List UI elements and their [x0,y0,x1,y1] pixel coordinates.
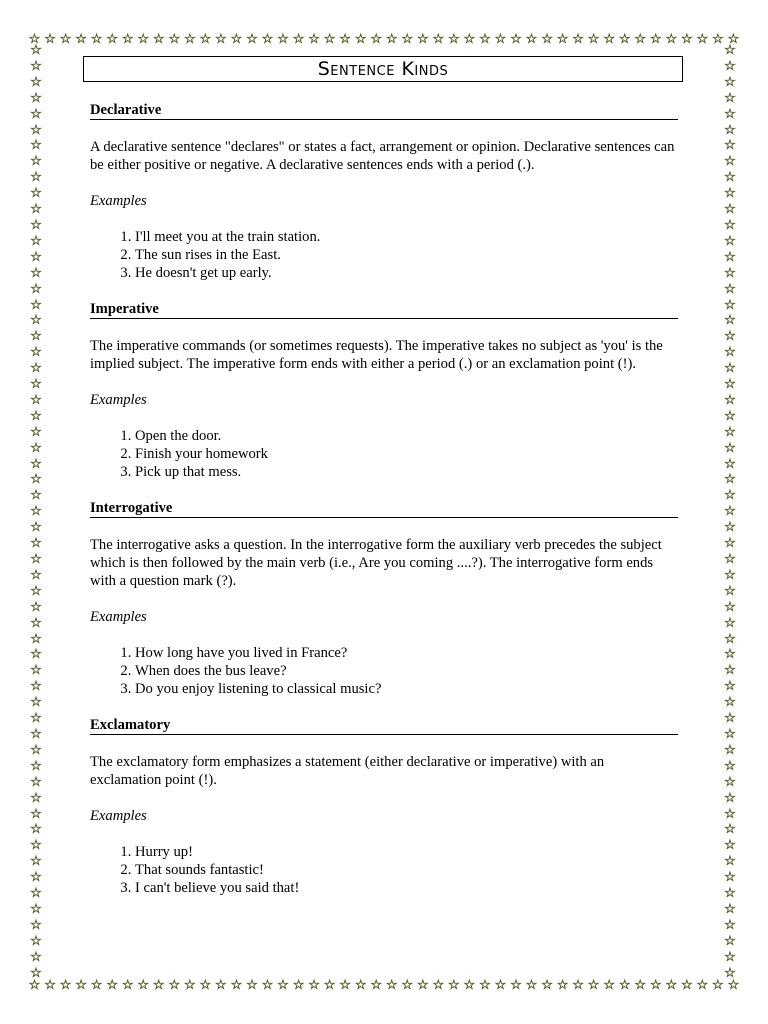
star-icon: ☆ [90,977,103,993]
star-icon: ☆ [385,977,398,993]
star-icon: ☆ [680,31,693,47]
section-heading: Imperative [90,300,678,319]
star-icon: ☆ [448,977,460,993]
star-icon: ☆ [354,977,367,993]
star-icon: ☆ [510,31,522,47]
star-icon: ☆ [510,977,522,993]
star-icon: ☆ [121,977,134,993]
star-icon: ☆ [30,520,42,536]
star-icon: ☆ [724,774,736,790]
star-icon: ☆ [30,806,42,822]
star-icon: ☆ [724,870,736,886]
star-icon: ☆ [618,31,631,47]
title-box [83,56,683,82]
section-heading: Interrogative [90,499,678,518]
star-icon: ☆ [30,43,42,58]
section-interrogative [90,499,678,698]
star-icon: ☆ [541,977,553,993]
star-icon: ☆ [30,774,42,790]
star-icon: ☆ [106,977,118,993]
star-icon: ☆ [724,138,736,154]
star-icon: ☆ [401,31,414,47]
star-icon: ☆ [30,504,42,520]
star-icon: ☆ [724,361,736,377]
star-icon: ☆ [494,31,507,47]
star-icon: ☆ [30,329,42,345]
star-icon: ☆ [30,217,42,233]
star-icon: ☆ [30,90,42,106]
star-icon: ☆ [724,377,736,393]
star-icon: ☆ [665,977,678,993]
star-icon: ☆ [30,122,42,138]
star-icon: ☆ [724,440,736,456]
list-item: 3. Do you enjoy listening to classical music? [135,680,678,698]
star-icon: ☆ [479,977,491,993]
star-icon: ☆ [30,202,42,218]
star-icon: ☆ [724,504,736,520]
star-icon: ☆ [30,790,42,806]
section-heading: Exclamatory [90,716,678,735]
star-icon: ☆ [724,679,736,695]
star-icon: ☆ [30,408,42,424]
star-icon: ☆ [30,583,42,599]
star-icon: ☆ [30,567,42,583]
star-icon: ☆ [724,949,736,965]
star-icon: ☆ [183,31,196,47]
star-icon: ☆ [30,695,42,711]
star-icon: ☆ [724,392,736,408]
star-icon: ☆ [724,329,736,345]
star-icon: ☆ [724,886,736,902]
star-icon: ☆ [724,122,736,138]
star-icon: ☆ [30,170,42,186]
star-icon: ☆ [724,265,736,281]
star-icon: ☆ [432,977,445,993]
star-icon: ☆ [727,977,740,993]
star-icon: ☆ [724,186,736,202]
star-icon: ☆ [587,31,600,47]
star-icon: ☆ [183,977,196,993]
star-icon: ☆ [724,217,736,233]
star-border-right [722,44,738,980]
star-icon: ☆ [30,249,42,265]
star-icon: ☆ [525,31,538,47]
star-icon: ☆ [416,977,429,993]
star-icon: ☆ [665,31,678,47]
list-item: 2. Finish your homework [135,445,678,463]
star-icon: ☆ [30,297,42,313]
star-icon: ☆ [724,917,736,933]
list-item: 1. Open the door. [135,427,678,445]
star-icon: ☆ [724,74,736,90]
list-item: 1. I'll meet you at the train station. [135,228,678,246]
star-icon: ☆ [370,977,383,993]
star-icon: ☆ [724,965,736,981]
star-icon: ☆ [277,977,289,993]
star-border-top [28,31,740,47]
star-icon: ☆ [30,631,42,647]
star-icon: ☆ [724,408,736,424]
star-icon: ☆ [30,917,42,933]
star-icon: ☆ [30,536,42,552]
star-icon: ☆ [618,977,631,993]
star-icon: ☆ [28,31,41,47]
star-icon: ☆ [30,663,42,679]
star-icon: ☆ [724,854,736,870]
star-icon: ☆ [30,456,42,472]
star-icon: ☆ [724,424,736,440]
star-icon: ☆ [572,977,584,993]
examples-list [90,644,678,698]
star-icon: ☆ [59,31,72,47]
star-icon: ☆ [724,297,736,313]
star-icon: ☆ [724,281,736,297]
star-icon: ☆ [724,202,736,218]
star-icon: ☆ [246,977,258,993]
star-icon: ☆ [724,726,736,742]
star-icon: ☆ [30,679,42,695]
star-icon: ☆ [448,31,460,47]
list-item: 2. That sounds fantastic! [135,861,678,879]
star-icon: ☆ [370,31,383,47]
star-icon: ☆ [261,977,274,993]
star-icon: ☆ [75,977,87,993]
star-icon: ☆ [724,711,736,727]
star-icon: ☆ [30,233,42,249]
star-icon: ☆ [30,392,42,408]
star-icon: ☆ [308,977,320,993]
star-icon: ☆ [724,567,736,583]
star-icon: ☆ [724,647,736,663]
star-icon: ☆ [30,901,42,917]
star-icon: ☆ [30,933,42,949]
star-icon: ☆ [152,977,165,993]
star-icon: ☆ [479,31,491,47]
star-icon: ☆ [106,31,118,47]
star-icon: ☆ [724,90,736,106]
star-icon: ☆ [168,31,181,47]
star-icon: ☆ [724,43,736,58]
star-icon: ☆ [463,977,476,993]
star-icon: ☆ [724,663,736,679]
star-icon: ☆ [30,281,42,297]
star-icon: ☆ [724,742,736,758]
star-icon: ☆ [30,838,42,854]
star-icon: ☆ [30,424,42,440]
examples-list [90,427,678,481]
star-icon: ☆ [556,31,569,47]
star-icon: ☆ [30,377,42,393]
star-icon: ☆ [712,31,724,47]
star-icon: ☆ [401,977,414,993]
star-icon: ☆ [724,456,736,472]
star-icon: ☆ [277,31,289,47]
star-icon: ☆ [30,615,42,631]
star-icon: ☆ [696,977,709,993]
star-icon: ☆ [261,31,274,47]
section-declarative [90,101,678,282]
star-icon: ☆ [541,31,553,47]
star-icon: ☆ [30,854,42,870]
star-icon: ☆ [603,31,615,47]
star-icon: ☆ [724,758,736,774]
star-icon: ☆ [30,552,42,567]
star-border-left [28,44,44,980]
star-icon: ☆ [724,520,736,536]
star-icon: ☆ [649,977,662,993]
star-icon: ☆ [30,265,42,281]
star-icon: ☆ [59,977,72,993]
star-icon: ☆ [199,977,212,993]
list-item: 2. The sun rises in the East. [135,246,678,264]
star-icon: ☆ [30,138,42,154]
star-icon: ☆ [724,901,736,917]
star-icon: ☆ [152,31,165,47]
star-icon: ☆ [30,345,42,361]
star-icon: ☆ [30,758,42,774]
star-icon: ☆ [724,615,736,631]
star-icon: ☆ [30,886,42,902]
star-icon: ☆ [30,742,42,758]
star-icon: ☆ [339,31,351,47]
star-icon: ☆ [724,106,736,122]
list-item: 3. Pick up that mess. [135,463,678,481]
star-icon: ☆ [75,31,87,47]
star-icon: ☆ [724,249,736,265]
star-icon: ☆ [30,106,42,122]
star-icon: ☆ [292,31,305,47]
star-icon: ☆ [634,977,647,993]
star-icon: ☆ [724,806,736,822]
examples-list [90,843,678,897]
star-icon: ☆ [30,870,42,886]
star-icon: ☆ [30,472,42,488]
star-icon: ☆ [30,965,42,981]
star-icon: ☆ [727,31,740,47]
star-icon: ☆ [30,488,42,504]
star-icon: ☆ [724,488,736,504]
page-title: Sentence Kinds [317,58,449,80]
star-icon: ☆ [168,977,181,993]
star-icon: ☆ [44,977,56,993]
star-icon: ☆ [724,790,736,806]
star-icon: ☆ [724,933,736,949]
examples-label: Examples [90,392,147,408]
star-icon: ☆ [339,977,351,993]
star-icon: ☆ [724,695,736,711]
star-icon: ☆ [121,31,134,47]
section-imperative [90,300,678,481]
section-heading: Declarative [90,101,678,120]
star-icon: ☆ [354,31,367,47]
examples-list [90,228,678,282]
star-icon: ☆ [90,31,103,47]
star-icon: ☆ [30,58,42,74]
star-icon: ☆ [724,838,736,854]
section-description: The imperative commands (or sometimes requests). The imperative takes no subject as 'you' is the implied subject. The imperative form ends with either a period (.) or an exclamation point (!). [90,338,663,372]
star-icon: ☆ [463,31,476,47]
star-icon: ☆ [634,31,647,47]
section-description: A declarative sentence "declares" or states a fact, arrangement or opinion. Declarative sentences can be either positive or negative. A declarative sentences ends with a period (.). [90,139,675,173]
star-icon: ☆ [494,977,507,993]
star-icon: ☆ [572,31,584,47]
star-icon: ☆ [199,31,212,47]
star-icon: ☆ [323,31,336,47]
star-icon: ☆ [230,977,243,993]
star-icon: ☆ [30,361,42,377]
star-icon: ☆ [30,726,42,742]
star-icon: ☆ [30,647,42,663]
star-icon: ☆ [724,583,736,599]
star-icon: ☆ [724,154,736,170]
star-icon: ☆ [724,552,736,567]
star-icon: ☆ [556,977,569,993]
star-icon: ☆ [28,977,41,993]
list-item: 2. When does the bus leave? [135,662,678,680]
star-icon: ☆ [525,977,538,993]
star-icon: ☆ [724,313,736,329]
examples-label: Examples [90,193,147,209]
star-icon: ☆ [30,711,42,727]
star-icon: ☆ [30,599,42,615]
star-icon: ☆ [696,31,709,47]
examples-label: Examples [90,808,147,824]
star-icon: ☆ [230,31,243,47]
star-icon: ☆ [587,977,600,993]
star-icon: ☆ [680,977,693,993]
star-icon: ☆ [215,31,227,47]
star-icon: ☆ [724,345,736,361]
star-icon: ☆ [385,31,398,47]
star-icon: ☆ [30,74,42,90]
star-icon: ☆ [308,31,320,47]
star-icon: ☆ [724,58,736,74]
examples-label: Examples [90,609,147,625]
star-icon: ☆ [30,154,42,170]
star-border-bottom [28,977,740,993]
document-body [90,101,678,915]
star-icon: ☆ [724,822,736,838]
list-item: 1. Hurry up! [135,843,678,861]
list-item: 1. How long have you lived in France? [135,644,678,662]
star-icon: ☆ [30,313,42,329]
star-icon: ☆ [30,440,42,456]
section-description: The interrogative asks a question. In the interrogative form the auxiliary verb precedes the subject which is then followed by the main verb (i.e., Are you coming ....?). The interrogative form ends with a question mark (?). [90,537,662,589]
star-icon: ☆ [724,631,736,647]
list-item: 3. He doesn't get up early. [135,264,678,282]
star-icon: ☆ [215,977,227,993]
list-item: 3. I can't believe you said that! [135,879,678,897]
star-icon: ☆ [724,599,736,615]
star-icon: ☆ [603,977,615,993]
section-description: The exclamatory form emphasizes a statement (either declarative or imperative) with an exclamation point (!). [90,754,605,788]
star-icon: ☆ [724,233,736,249]
star-icon: ☆ [724,472,736,488]
star-icon: ☆ [246,31,258,47]
star-icon: ☆ [416,31,429,47]
star-icon: ☆ [137,977,150,993]
star-icon: ☆ [44,31,56,47]
star-icon: ☆ [323,977,336,993]
star-icon: ☆ [649,31,662,47]
star-icon: ☆ [292,977,305,993]
star-icon: ☆ [30,949,42,965]
star-icon: ☆ [724,170,736,186]
star-icon: ☆ [712,977,724,993]
star-icon: ☆ [432,31,445,47]
star-icon: ☆ [30,822,42,838]
star-icon: ☆ [137,31,150,47]
star-icon: ☆ [724,536,736,552]
star-icon: ☆ [30,186,42,202]
section-exclamatory [90,716,678,897]
